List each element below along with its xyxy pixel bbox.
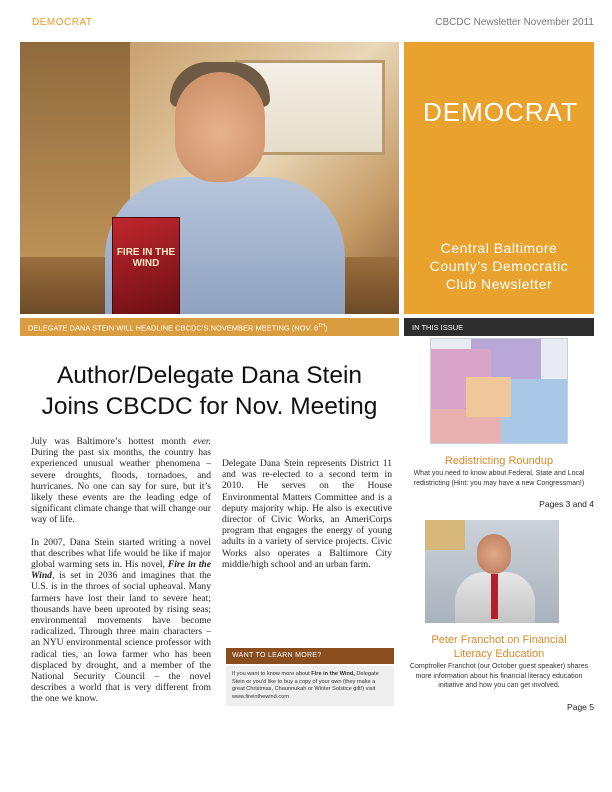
photo-face	[477, 534, 511, 574]
running-header-right: CBCDC Newsletter November 2011	[435, 17, 594, 28]
lead-story-bar-sup: TH	[318, 323, 325, 329]
lead-story-bar-suffix: )	[324, 323, 328, 333]
photo-sign	[425, 520, 465, 550]
masthead-subtitle-line: Club Newsletter	[445, 276, 553, 292]
book-title: Fire in the Wind	[31, 559, 211, 582]
hero-photo	[20, 42, 399, 314]
article-paragraph	[31, 537, 211, 705]
article-paragraph	[31, 436, 211, 526]
learn-more-box	[226, 666, 394, 706]
running-header-left: DEMOCRAT	[32, 17, 93, 28]
sidebar-item-redistricting-title: Redistricting Roundup	[444, 455, 554, 467]
in-this-issue-bar: IN THIS ISSUE	[404, 318, 594, 336]
lead-story-bar-text: DELEGATE DANA STEIN WILL HEADLINE CBCDC’S NOVEMBER MEETING (NOV. 8	[28, 323, 319, 333]
paragraph-text: In 2007, Dana Stein started writing a novel that describes what life would be like if major global warming sets in. His novel,	[31, 536, 211, 571]
paragraph-emphasis: ever.	[193, 436, 211, 447]
learn-more-text: Delegate Stein or you’d like to buy a copy of your own (they make a great Christmas, Chaunnukah or Winter Solstice gift!) visit www.fireinthewind.com	[232, 671, 379, 700]
franchot-photo	[425, 520, 559, 623]
sidebar-item-redistricting-text: What you need to know about Federal, State and Local redistricting (Hint: you may have a new Congressman!)	[413, 470, 585, 487]
photo-face	[175, 72, 265, 182]
article-headline	[20, 360, 399, 422]
paragraph-text: July was Baltimore’s hottest month	[31, 436, 194, 447]
masthead-subtitle-line: County’s Democratic	[429, 258, 569, 274]
article-headline-line: Author/Delegate Dana Stein	[56, 362, 363, 389]
article-paragraph: Delegate Dana Stein represents District 11 and was re-elected to a second term in 2010. He serves on the House Environmental Matters Committee and is a deputy majority whip. He also is executive director of Civic Works, an AmeriCorps program that engages the energy of young adults in a variety of service projects. Civic Works also operates a Baltimore City middle/high school and an urban farm.	[222, 458, 392, 570]
sidebar-item-franchot-title-line: Literacy Education	[453, 648, 545, 660]
masthead-subtitle	[404, 239, 594, 293]
photo-tie	[491, 574, 498, 619]
sidebar-item-franchot-title-line: Peter Franchot on Financial	[431, 634, 567, 646]
article-column-2	[222, 458, 392, 570]
article-column-1	[31, 436, 211, 716]
sidebar-item-franchot-text: Comptroller Franchot (our October guest speaker) shares more information about his financial literacy education initiative and how you can get involved.	[409, 663, 589, 689]
learn-more-heading: WANT TO LEARN MORE?	[226, 648, 394, 664]
article-headline-line: Joins CBCDC for Nov. Meeting	[41, 393, 378, 420]
masthead-title: DEMOCRAT	[423, 97, 578, 127]
paragraph-text: During the past six months, the country has experienced unusual weather phenomena – severe droughts, floods, tornadoes, and hurricanes. No one can say for sure, but it’s likely these events are the leading edge of significant climate change that will change our way of life.	[31, 447, 211, 526]
map-region	[466, 377, 511, 417]
photo-book-title: FIRE IN THE WIND	[116, 247, 176, 269]
masthead-panel	[404, 42, 594, 314]
redistricting-map	[430, 338, 568, 444]
sidebar-item-franchot-page: Page 5	[567, 702, 594, 712]
learn-more-book: Fire in the Wind,	[311, 671, 355, 677]
sidebar-item-franchot-title	[404, 633, 594, 661]
lead-story-bar	[20, 318, 399, 336]
paragraph-text: , is set in 2036 and imagines that the U.S. is in the throes of social upheaval. Many farmers have lost their land to severe heat; thousands have been uprooted by rising seas; environmental movements have become radicalized. Through three main characters – an NYU environmental science professor with radical ties, an Iowa farmer who has been displaced by drought, and a member of the National Security Council – the novel describes a world that is very different from the one we know.	[31, 570, 211, 705]
sidebar-item-redistricting-page: Pages 3 and 4	[539, 499, 594, 509]
learn-more-text: If you want to know more about	[232, 671, 312, 677]
masthead-subtitle-line: Central Baltimore	[440, 240, 558, 256]
